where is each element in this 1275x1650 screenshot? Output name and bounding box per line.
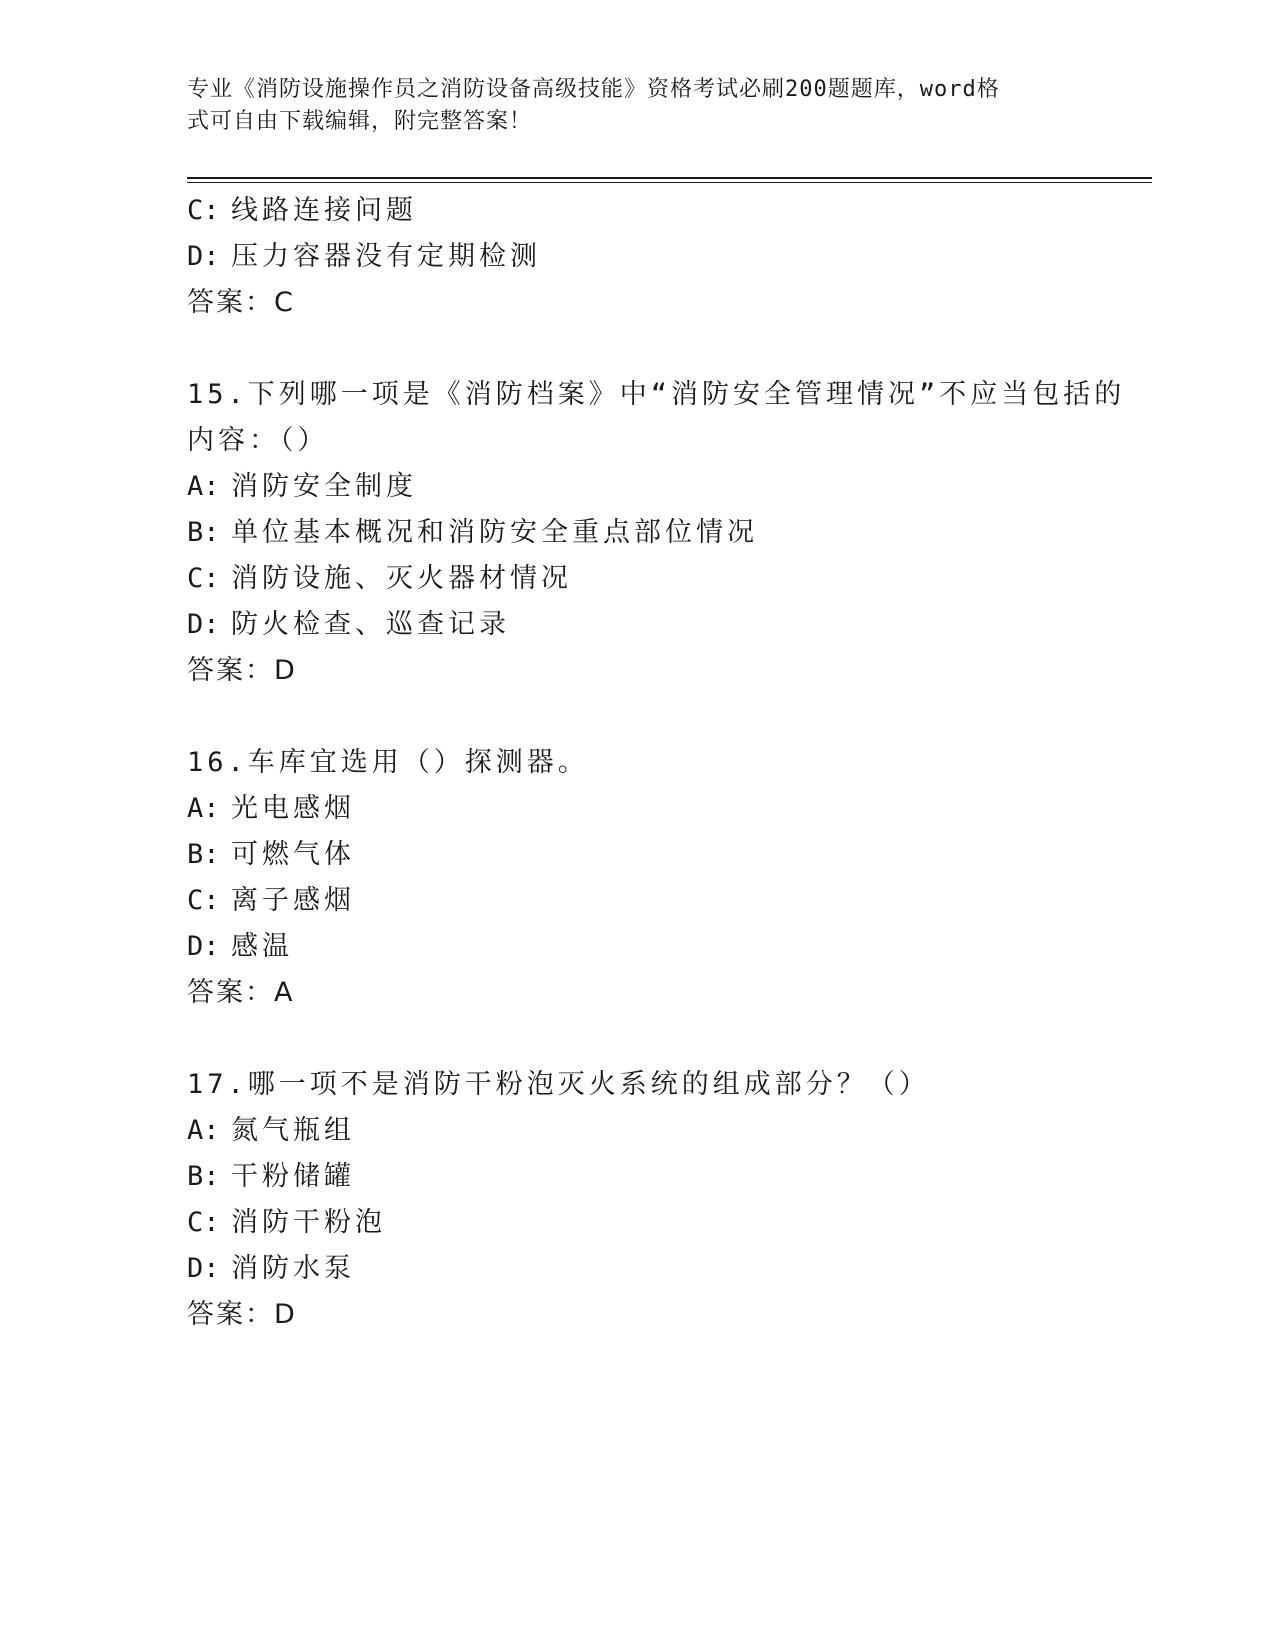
- option-a: [187, 464, 1087, 510]
- option-letter: A:: [187, 1115, 220, 1146]
- question-15: [187, 372, 1126, 694]
- option-text: 消防安全制度: [231, 471, 417, 502]
- header-line-1: 专业《消防设施操作员之消防设备高级技能》资格考试必刷200题题库，word格: [187, 77, 1000, 102]
- question-stem: 15.下列哪一项是《消防档案》中“消防安全管理情况”不应当包括的: [187, 379, 1126, 410]
- option-letter: C:: [187, 195, 220, 226]
- option-text: 消防水泵: [231, 1253, 355, 1284]
- question-17: [187, 1062, 1087, 1338]
- question-stem-continued: 内容：（）: [187, 425, 329, 456]
- option-letter: D:: [187, 1253, 220, 1284]
- question-continued: [187, 188, 1087, 326]
- option-a: [187, 786, 1087, 832]
- option-letter: B:: [187, 1161, 220, 1192]
- header-line-2: 式可自由下载编辑，附完整答案！: [187, 109, 533, 134]
- option-text: 可燃气体: [231, 839, 355, 870]
- spacer: [187, 694, 1087, 740]
- option-c: [187, 1200, 1087, 1246]
- option-letter: D:: [187, 931, 220, 962]
- option-d: [187, 602, 1087, 648]
- option-letter: D:: [187, 241, 220, 272]
- option-letter: C:: [187, 885, 220, 916]
- spacer: [187, 1016, 1087, 1062]
- option-text: 干粉储罐: [231, 1161, 355, 1192]
- option-letter: A:: [187, 471, 220, 502]
- option-text: 压力容器没有定期检测: [231, 241, 541, 272]
- option-text: 线路连接问题: [231, 195, 417, 226]
- option-text: 离子感烟: [231, 885, 355, 916]
- question-stem: 16.车库宜选用（）探测器。: [187, 747, 589, 778]
- option-text: 消防设施、灭火器材情况: [231, 563, 572, 594]
- option-text: 防火检查、巡查记录: [231, 609, 510, 640]
- option-b: [187, 510, 1087, 556]
- option-d: [187, 924, 1087, 970]
- option-b: [187, 832, 1087, 878]
- answer-line: 答案：D: [187, 1299, 297, 1330]
- option-d: [187, 1246, 1087, 1292]
- option-letter: C:: [187, 1207, 220, 1238]
- option-b: [187, 1154, 1087, 1200]
- question-stem: 17.哪一项不是消防干粉泡灭火系统的组成部分？（）: [187, 1069, 930, 1100]
- option-c: [187, 878, 1087, 924]
- header-divider-thick: [187, 177, 1152, 179]
- option-a: [187, 1108, 1087, 1154]
- answer-line: 答案：C: [187, 287, 295, 318]
- option-text: 单位基本概况和消防安全重点部位情况: [231, 517, 758, 548]
- option-letter: C:: [187, 563, 220, 594]
- header-divider-thin: [187, 182, 1152, 183]
- question-16: [187, 740, 1087, 1016]
- answer-line: 答案：A: [187, 977, 295, 1008]
- option-text: 消防干粉泡: [231, 1207, 386, 1238]
- answer-line: 答案：D: [187, 655, 297, 686]
- option-c: [187, 556, 1087, 602]
- option-text: 氮气瓶组: [231, 1115, 355, 1146]
- option-letter: D:: [187, 609, 220, 640]
- option-text: 感温: [231, 931, 293, 962]
- question-list: [187, 188, 1126, 1338]
- option-letter: A:: [187, 793, 220, 824]
- option-letter: B:: [187, 839, 220, 870]
- document-header: [187, 74, 1067, 138]
- option-c: [187, 188, 1087, 234]
- option-d: [187, 234, 1087, 280]
- option-letter: B:: [187, 517, 220, 548]
- spacer: [187, 326, 1087, 372]
- option-text: 光电感烟: [231, 793, 355, 824]
